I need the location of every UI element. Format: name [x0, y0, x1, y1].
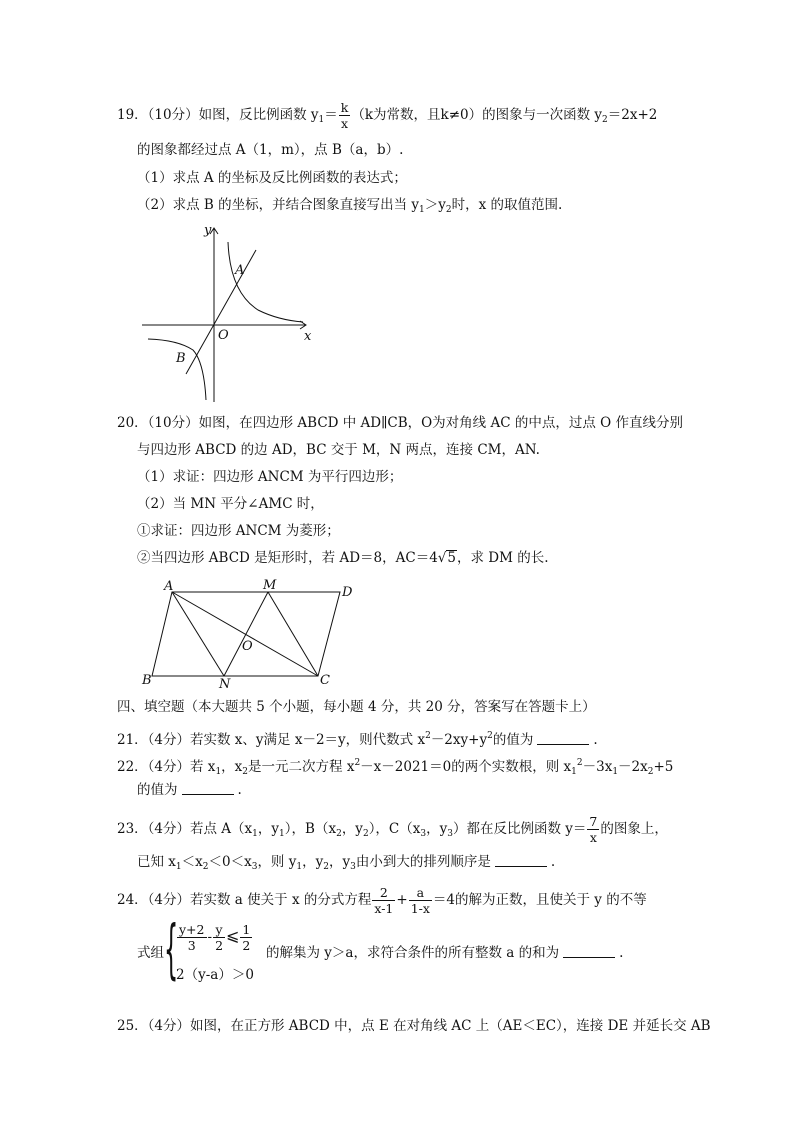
q20-part2-sub1: ①求证：四边形 ANCM 为菱形； [137, 523, 340, 539]
point-b-label: B [142, 673, 152, 688]
q19-line1: 19．（10分）如图，反比例函数 $y_1=$ $\frac{k}{x}$ （k为常数，且k≠0）的图象与一次函数 $y_2=2x+2$ [117, 100, 658, 131]
q25-line1: 25．（4分）如图，在正方形 ABCD 中，点 E 在对角线 AC 上（AE＜EC），连接 DE 并延长交 AB [117, 1018, 711, 1034]
y-axis-label: y [204, 223, 212, 238]
point-m-label: M [263, 578, 277, 593]
q24-answer-blank[interactable] [563, 945, 615, 958]
q23-line2: 已知 $x_1<x_2<0<x_3$，则 $y_1$，$y_2$，$y_3$由小到大的排列顺序是 . [137, 854, 556, 872]
q24-line2-rest: 的解集为 y＞a，求符合条件的所有整数 a 的和为 . [266, 945, 624, 961]
point-a-label: A [164, 579, 174, 594]
q24-ineq-fraction-1-over-2: $\frac{1}{2}$ [242, 922, 251, 953]
point-b-label: B [176, 351, 186, 366]
left-brace: { [164, 913, 179, 987]
linear-function-line [186, 250, 256, 374]
q24-inequality-1: $\frac{y+2}{3}$ - $\frac{y}{2}$ ⩽ $\frac{1}{2}$ [179, 922, 251, 953]
q21-answer-blank[interactable] [537, 732, 589, 745]
q22-line1: 22．（4分）若 $x_1$，$x_2$是一元二次方程 $x^2-x-2021=0$的两个实数根，则 $x_1^2-3x_1-2x_2+5$ [117, 758, 674, 777]
q19-graph-figure [138, 222, 318, 404]
segment-an [172, 592, 224, 676]
section-4-heading: 四、填空题（本大题共 5 个小题，每小题 4 分，共 20 分，答案写在答题卡上） [117, 699, 596, 715]
point-a-label: A [235, 263, 245, 278]
q20-quadrilateral-figure [138, 578, 360, 688]
q20-part1: （1）求证：四边形 ANCM 为平行四边形； [137, 469, 403, 485]
segment-cm [268, 592, 318, 676]
point-o-label: O [242, 639, 253, 654]
segment-mn [224, 592, 268, 676]
q22-line2: 的值为 . [137, 782, 242, 798]
origin-label: O [218, 328, 229, 343]
point-d-label: D [342, 585, 353, 600]
diagonal-ac [172, 592, 318, 676]
q19-part1: （1）求点 A 的坐标及反比例函数的表达式； [137, 170, 407, 186]
x-axis-label: x [304, 329, 312, 344]
q24-line1: 24．（4分）若实数 a 使关于 x 的分式方程 $\frac{2}{x-1}$ + $\frac{a}{1-x}$ ＝4的解为正数，且使关于 y 的不等 [117, 885, 647, 916]
q20-part2: （2）当 MN 平分∠AMC 时， [137, 496, 324, 512]
q23-line1: 23．（4分）若点 $A(x_1$，$y_1$），$B(x_2$，$y_2$），$C(x_3$，$y_3$）都在反比例函数 y＝ $\frac{7}{x}$ 的图象上， [117, 814, 668, 845]
q24-ineq-fraction-y+2-over-3: $\frac{y+2}{3}$ [179, 922, 205, 953]
q24-inequality-2: 2（y-a）＞0 [176, 967, 254, 983]
q24-ineq-fraction-y-over-2: $\frac{y}{2}$ [215, 922, 224, 953]
q19-fraction-k-over-x: $\frac{k}{x}$ [340, 100, 349, 131]
q24-system-label: 式组 [137, 945, 164, 961]
q19-part2: （2）求点 B 的坐标，并结合图象直接写出当 $y_1>y_2$时，x 的取值范围. [137, 197, 563, 215]
q20-line1: 20．（10分）如图，在四边形 ABCD 中 AD∥CB，O为对角线 AC 的中点，过点 O 作直线分别 [117, 415, 683, 431]
q20-line2: 与四边形 ABCD 的边 AD，BC 交于 M，N 两点，连接 CM，AN. [137, 442, 540, 458]
point-n-label: N [219, 677, 231, 688]
q24-fraction-2-over-x-1: $\frac{2}{x-1}$ [374, 885, 394, 916]
q19-line2: 的图象都经过点 A（1，m），点 B（a，b）. [137, 142, 404, 158]
q23-answer-blank[interactable] [495, 854, 547, 867]
q23-fraction-7-over-x: $\frac{7}{x}$ [589, 814, 598, 845]
q24-fraction-a-over-1-x: $\frac{a}{1-x}$ [410, 885, 430, 916]
q20-part2-sub2: ②当四边形 ABCD 是矩形时，若 AD＝8，AC＝4√5，求 DM 的长. [137, 550, 549, 566]
q21: 21．（4分）若实数 x、y满足 x－2＝y，则代数式 $x^2-2xy+y^2$的值为 . [117, 731, 598, 748]
hyperbola-branch-1 [228, 242, 303, 322]
q22-answer-blank[interactable] [182, 782, 234, 795]
point-c-label: C [320, 673, 330, 688]
hyperbola-branch-2 [148, 339, 206, 400]
